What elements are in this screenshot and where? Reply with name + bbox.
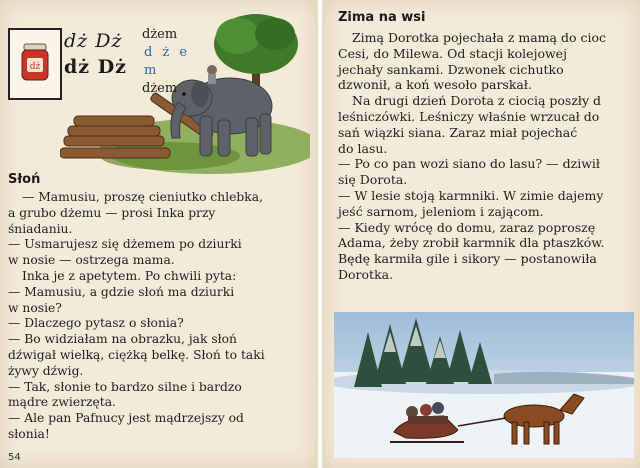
text-line: Będę karmiła gile i sikory — postanowiła xyxy=(338,251,597,267)
print-letters: dż Dż xyxy=(64,56,127,78)
text-line: dzwonił, a koń wesoło parskał. xyxy=(338,77,532,93)
word-dzem-spelled: d ż e m xyxy=(144,45,191,78)
svg-text:dż: dż xyxy=(29,62,41,72)
text-line: się Dorota. xyxy=(338,172,408,188)
winter-sleigh-illustration xyxy=(334,312,634,458)
text-line: a grubo dżemu — prosi Inka przy xyxy=(8,205,216,220)
text-line: do lasu. xyxy=(338,140,388,156)
text-line: Cesi, do Milewa. Od stacji kolejowej xyxy=(338,45,567,61)
book-gutter xyxy=(316,0,324,468)
text-line: Zimą Dorotka pojechała z mamą do cioc xyxy=(352,30,606,45)
jam-jar-icon xyxy=(20,42,50,82)
text-line: mądre zwierzęta. xyxy=(8,395,116,410)
text-line: jeść sarnom, jeleniom i zającom. xyxy=(338,203,544,219)
text-line: — Dlaczego pytasz o słonia? xyxy=(8,316,184,331)
text-line: leśniczówki. Leśniczy właśnie wrzucał do xyxy=(338,108,600,124)
text-line: w nosie — ostrzega mama. xyxy=(8,253,175,268)
script-letters: dż Dż xyxy=(64,30,123,52)
text-line: Adama, żeby zrobił karmnik dla ptaszków. xyxy=(338,235,605,251)
story-text-zima xyxy=(338,30,638,283)
text-line: — Mamusiu, proszę cieniutko chlebka, xyxy=(22,190,263,204)
text-line: jechały sankami. Dzwonek cichutko xyxy=(338,61,564,77)
text-line: — W lesie stoją karmniki. W zimie dajemy xyxy=(338,187,604,203)
story-title-zima: Zima na wsi xyxy=(338,10,426,25)
text-line: Na drugi dzień Dorota z ciocią poszły d xyxy=(352,93,601,109)
text-line: — Ale pan Pafnucy jest mądrzejszy od xyxy=(8,411,244,426)
text-line: — Mamusiu, a gdzie słoń ma dziurki xyxy=(8,284,235,299)
page-number: 54 xyxy=(8,452,21,463)
text-line: sań wiązki siana. Zaraz miał pojechać xyxy=(338,124,578,140)
right-page xyxy=(324,0,640,468)
word-dzem-1: dżem xyxy=(142,27,178,42)
text-line: — Po co pan wozi siano do lasu? — dziwił xyxy=(338,156,600,172)
text-line: Inka je z apetytem. Po chwili pyta: xyxy=(22,268,237,283)
letter-pair xyxy=(64,28,144,80)
story-text-slon xyxy=(8,190,312,443)
text-line: żywy dźwig. xyxy=(8,363,84,378)
letter-card xyxy=(8,28,62,100)
text-line: dźwigał wielką, ciężką belkę. Słoń to taki xyxy=(8,347,265,362)
left-page xyxy=(0,0,316,468)
word-dzem-2: dżem xyxy=(142,81,178,96)
story-title-slon: Słoń xyxy=(8,172,41,187)
text-line: — Usmarujesz się dżemem po dziurki xyxy=(8,237,242,252)
text-line: w nosie? xyxy=(8,300,62,315)
text-line: słonia! xyxy=(8,426,50,441)
text-line: — Bo widziałam na obrazku, jak słoń xyxy=(8,332,237,347)
text-line: — Tak, słonie to bardzo silne i bardzo xyxy=(8,379,242,394)
word-examples xyxy=(142,26,202,98)
text-line: śniadaniu. xyxy=(8,221,73,236)
text-line: Dorotka. xyxy=(338,266,394,282)
text-line: — Kiedy wrócę do domu, zaraz poproszę xyxy=(338,219,596,235)
